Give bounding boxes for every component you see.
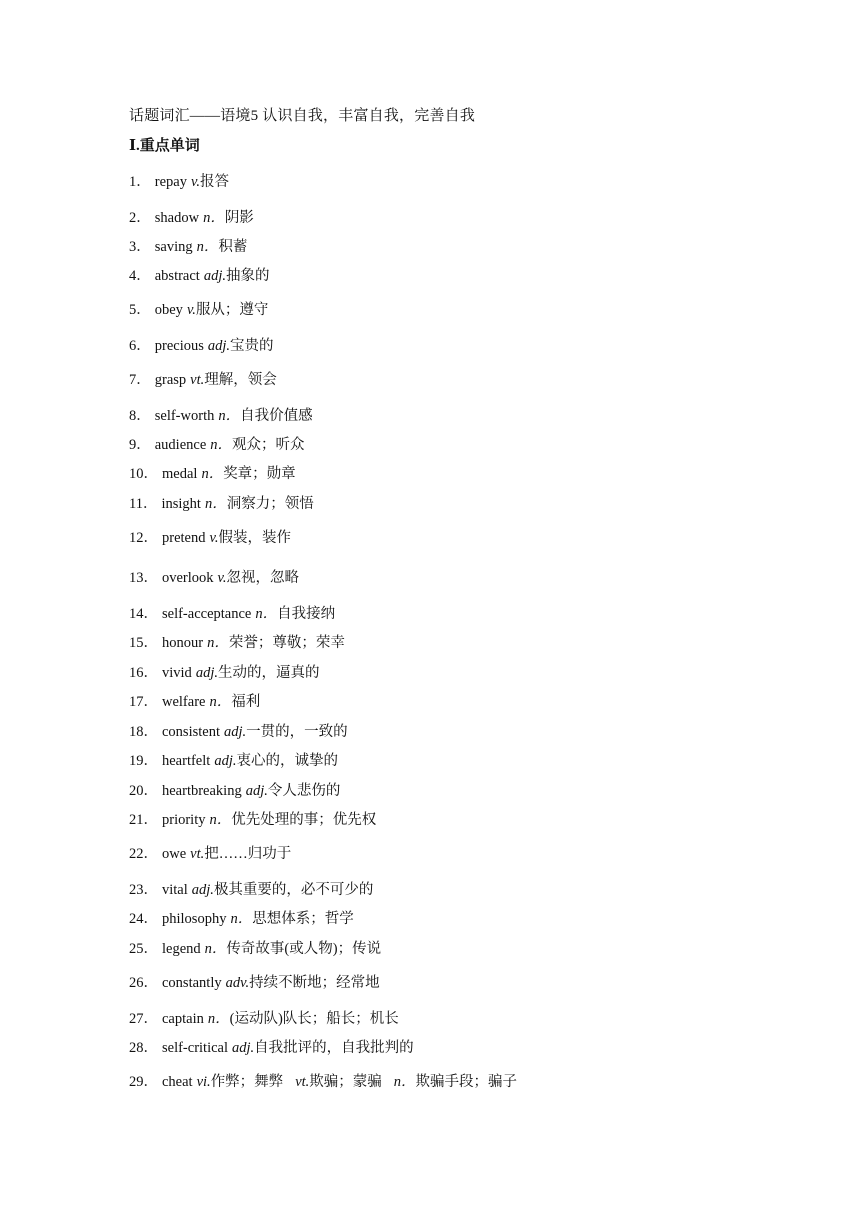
entry-part-of-speech: v.: [190, 174, 200, 190]
entry-word: vital: [162, 882, 188, 898]
entry-meaning: 忽视，忽略: [226, 570, 300, 586]
entry-meaning: 持续不断地；经常地: [249, 975, 380, 991]
entry-word: captain: [162, 1011, 204, 1027]
entry-meaning: 优先处理的事；优先权: [231, 812, 377, 828]
entry-part-of-speech: adj.: [224, 724, 247, 740]
entry-number: 13．: [129, 570, 158, 586]
entry-part-of-speech: vi.: [196, 1074, 211, 1090]
entry-word: self-worth: [154, 408, 215, 424]
entry-number: 10．: [129, 466, 158, 482]
vocab-entry: [129, 749, 338, 770]
vocab-entry: [129, 368, 277, 389]
vocab-entry: [129, 631, 345, 652]
entry-word: priority: [162, 812, 206, 828]
entry-number: 2．: [129, 210, 151, 226]
entry-word: pretend: [162, 530, 206, 546]
entry-meaning: 阴影: [224, 210, 254, 226]
entry-number: 16．: [129, 665, 158, 681]
entry-word: repay: [154, 174, 187, 190]
vocab-entry: [129, 808, 376, 829]
entry-number: 20．: [129, 783, 158, 799]
vocab-entry: [129, 842, 291, 863]
entry-meaning: 把……归功于: [204, 846, 292, 862]
vocab-entry: [129, 492, 314, 513]
entry-meaning: 服从；遵守: [195, 302, 269, 318]
entry-number: 27．: [129, 1011, 158, 1027]
entry-part-of-speech: v.: [209, 530, 219, 546]
entry-meaning: 极其重要的，必不可少的: [213, 882, 374, 898]
vocab-entry: [129, 334, 274, 355]
entry-part-of-speech: v.: [217, 570, 227, 586]
entry-meaning: 欺骗手段；骗子: [415, 1074, 518, 1090]
vocab-entry: [129, 720, 348, 741]
page-title: 话题词汇——语境5 认识自我，丰富自我，完善自我: [129, 108, 476, 124]
entry-meaning: 自我价值感: [240, 408, 313, 424]
vocab-entry: [129, 404, 313, 425]
entry-part-of-speech: n．: [207, 1011, 230, 1027]
entry-part-of-speech: n．: [204, 496, 227, 512]
entry-part-of-speech: v.: [186, 302, 196, 318]
entry-number: 6．: [129, 338, 151, 354]
entry-part-of-speech: n．: [201, 466, 224, 482]
entry-part-of-speech: n．: [209, 812, 232, 828]
entry-word: legend: [162, 941, 201, 957]
entry-number: 1．: [129, 174, 151, 190]
entry-word: precious: [154, 338, 204, 354]
entry-number: 7．: [129, 372, 151, 388]
entry-meaning: 抽象的: [226, 268, 270, 284]
entry-meaning: 思想体系；哲学: [252, 911, 354, 927]
entry-number: 29．: [129, 1074, 158, 1090]
entry-meaning: 生动的，逼真的: [217, 665, 320, 681]
entry-meaning: 令人悲伤的: [267, 783, 341, 799]
entry-number: 24．: [129, 911, 158, 927]
vocab-entry: [129, 971, 380, 992]
entry-part-of-speech: n．: [218, 408, 241, 424]
entry-part-of-speech: n．: [203, 210, 225, 226]
entry-number: 14．: [129, 606, 158, 622]
entry-meaning: 一贯的，一致的: [246, 724, 348, 740]
vocab-entry: [129, 235, 247, 256]
entry-meaning: 报答: [199, 174, 229, 190]
vocab-entry: [129, 602, 335, 623]
entry-meaning: 传奇故事(或人物)；传说: [226, 941, 382, 957]
entry-number: 8．: [129, 408, 151, 424]
vocab-entry: [129, 1007, 399, 1028]
entry-part-of-speech: vt.: [295, 1074, 310, 1090]
entry-word: grasp: [154, 372, 187, 388]
entry-number: 21．: [129, 812, 158, 828]
entry-word: welfare: [162, 694, 206, 710]
entry-part-of-speech: n．: [196, 239, 219, 255]
entry-number: 3．: [129, 239, 151, 255]
entry-meaning: 荣誉；尊敬；荣幸: [228, 635, 345, 651]
entry-part-of-speech: n．: [204, 941, 227, 957]
vocab-entry: [129, 690, 260, 711]
section-heading: Ⅰ.重点单词: [129, 138, 200, 154]
entry-number: 19．: [129, 753, 158, 769]
entry-meaning: 理解，领会: [204, 372, 277, 388]
entry-part-of-speech: adj.: [214, 753, 237, 769]
vocab-entry: [129, 170, 229, 191]
vocab-entry: [129, 206, 254, 227]
entry-number: 15．: [129, 635, 158, 651]
entry-word: heartfelt: [162, 753, 211, 769]
entry-word: vivid: [162, 665, 192, 681]
vocab-entry: [129, 566, 299, 587]
entry-word: philosophy: [162, 911, 227, 927]
vocab-entry: [129, 1070, 517, 1091]
entry-word: owe: [162, 846, 187, 862]
entry-word: cheat: [162, 1074, 193, 1090]
entry-number: 18．: [129, 724, 158, 740]
entry-part-of-speech: n．: [255, 606, 278, 622]
entry-part-of-speech: adj.: [207, 338, 231, 354]
entry-word: honour: [162, 635, 204, 651]
vocab-entry: [129, 1036, 414, 1057]
entry-number: 28．: [129, 1040, 158, 1056]
entry-part-of-speech: n．: [209, 694, 232, 710]
entry-number: 22．: [129, 846, 158, 862]
vocab-entry: [129, 298, 268, 319]
entry-meaning: 洞察力；领悟: [226, 496, 314, 512]
entry-meaning: 作弊；舞弊: [210, 1074, 284, 1090]
entry-part-of-speech: adj.: [245, 783, 268, 799]
entry-part-of-speech: adj.: [232, 1040, 255, 1056]
entry-number: 5．: [129, 302, 151, 318]
entry-word: consistent: [162, 724, 220, 740]
entry-part-of-speech: n．: [207, 635, 229, 651]
vocab-entry: [129, 878, 373, 899]
vocab-entry: [129, 779, 340, 800]
entry-part-of-speech: adj.: [203, 268, 226, 284]
entry-part-of-speech: adj.: [195, 665, 218, 681]
vocab-entry: [129, 907, 354, 928]
vocab-entry: [129, 264, 270, 285]
entry-word: abstract: [154, 268, 200, 284]
entry-meaning: 观众；听众: [232, 437, 305, 453]
entry-meaning: 奖章；勋章: [223, 466, 296, 482]
entry-meaning: 福利: [231, 694, 261, 710]
entry-word: self-critical: [162, 1040, 229, 1056]
vocab-entry: [129, 462, 296, 483]
entry-meaning: 自我接纳: [277, 606, 336, 622]
entry-word: saving: [154, 239, 193, 255]
entry-meaning: 自我批评的，自我批判的: [254, 1040, 414, 1056]
entry-number: 17．: [129, 694, 158, 710]
entry-part-of-speech: n．: [230, 911, 253, 927]
entry-part-of-speech: vt.: [190, 372, 205, 388]
entry-number: 26．: [129, 975, 158, 991]
entry-number: 4．: [129, 268, 151, 284]
entry-number: 12．: [129, 530, 158, 546]
entry-number: 9．: [129, 437, 151, 453]
vocab-entry: [129, 526, 291, 547]
entry-number: 11．: [129, 496, 158, 512]
entry-word: constantly: [162, 975, 222, 991]
entry-word: overlook: [162, 570, 214, 586]
entry-part-of-speech: adv.: [225, 975, 250, 991]
entry-word: obey: [154, 302, 183, 318]
entry-part-of-speech: n．: [393, 1074, 416, 1090]
entry-part-of-speech: adj.: [191, 882, 214, 898]
entry-word: shadow: [154, 210, 200, 226]
vocab-entry: [129, 433, 305, 454]
entry-meaning: 宝贵的: [230, 338, 274, 354]
entry-meaning: (运动队)队长；船长；机长: [229, 1011, 399, 1027]
vocab-entry: [129, 937, 381, 958]
vocab-entry: [129, 661, 319, 682]
entry-meaning: 假装，装作: [218, 530, 291, 546]
entry-number: 23．: [129, 882, 158, 898]
entry-meaning: 积蓄: [218, 239, 248, 255]
entry-word: insight: [161, 496, 201, 512]
entry-part-of-speech: n．: [210, 437, 233, 453]
entry-number: 25．: [129, 941, 158, 957]
entry-part-of-speech: vt.: [190, 846, 205, 862]
entry-word: medal: [162, 466, 198, 482]
entry-meaning: 衷心的，诚挚的: [236, 753, 338, 769]
entry-word: heartbreaking: [162, 783, 242, 799]
entry-word: audience: [154, 437, 207, 453]
entry-meaning: 欺骗；蒙骗: [309, 1074, 382, 1090]
entry-word: self-acceptance: [162, 606, 252, 622]
